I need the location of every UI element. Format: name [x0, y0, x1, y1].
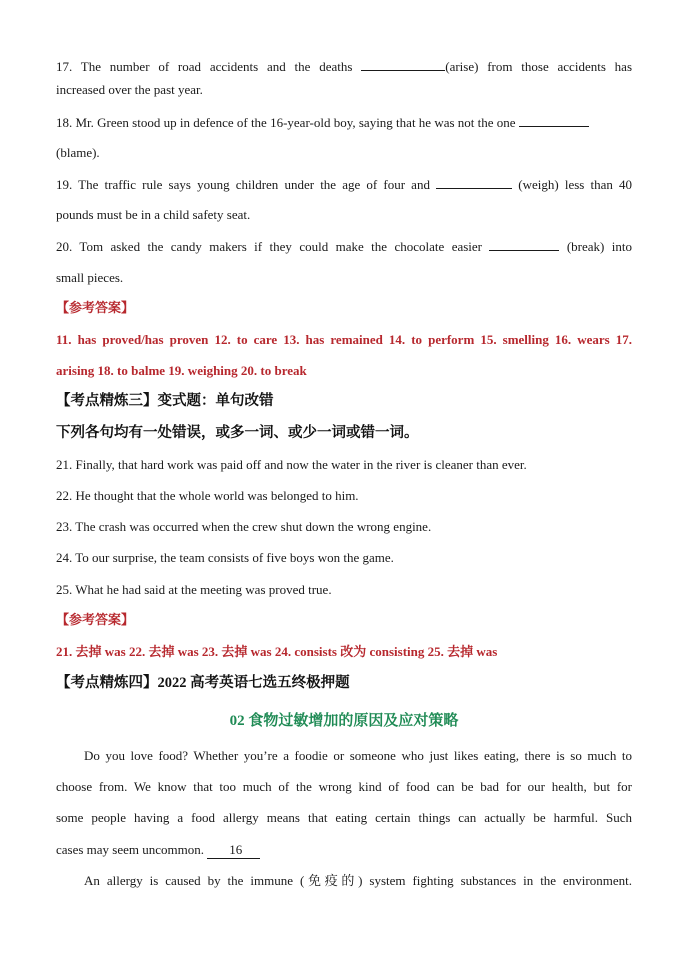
passage-line-4: cases may seem uncommon. 16 [56, 842, 632, 859]
section-3-heading: 【考点精炼三】变式题：单句改错 [56, 393, 274, 409]
answer-blank [519, 114, 589, 127]
answers-line-1: 11. has proved/has proven 12. to care 13. has remained 14. to perform 15. smelling 16. wears 17. [56, 332, 632, 347]
question-19-line-2: pounds must be in a child safety seat. [56, 207, 251, 222]
question-18-line-1: 18. Mr. Green stood up in defence of the 16-year-old boy, saying that he was not the one [56, 114, 632, 131]
question-20-line-2: small pieces. [56, 270, 124, 285]
question-17-line-1: 17. The number of road accidents and the deaths (arise) from those accidents has [56, 59, 633, 74]
sentence-24: 24. To our surprise, the team consists of five boys won the game. [56, 550, 394, 565]
section-3-instruction: 下列各句均有一处错误，或多一词、或少一词或错一词。 [56, 425, 419, 441]
blank-16: 16 [207, 842, 260, 859]
passage-line-3: some people having a food allergy means that eating certain things can actually be harmful. Such [56, 810, 632, 825]
question-20-line-1: 20. Tom asked the candy makers if they could make the chocolate easier (break) into [56, 239, 633, 254]
sentence-22: 22. He thought that the whole world was belonged to him. [56, 488, 359, 503]
question-19-line-1: 19. The traffic rule says young children under the age of four and (weigh) less than 40 [56, 177, 633, 192]
question-17-line-2: increased over the past year. [56, 82, 203, 97]
answer-label: 【参考答案】 [56, 300, 135, 315]
answer-blank [489, 238, 559, 251]
answer-blank [361, 58, 445, 71]
passage-title: 02 食物过敏增加的原因及应对策略 [229, 713, 459, 729]
passage-line-5: An allergy is caused by the immune (免疫的) system fighting substances in the environment. [84, 873, 632, 888]
answers-2: 21. 去掉 was 22. 去掉 was 23. 去掉 was 24. consists 改为 consisting 25. 去掉 was [56, 644, 498, 659]
answer-blank [436, 176, 512, 189]
passage-line-1: Do you love food? Whether you’re a foodie or someone who just likes eating, there is so much to [84, 748, 632, 763]
answer-label-2: 【参考答案】 [56, 612, 135, 627]
question-18-line-2: (blame). [56, 145, 100, 160]
section-4-heading: 【考点精炼四】2022 高考英语七选五终极押题 [56, 675, 350, 691]
sentence-21: 21. Finally, that hard work was paid off and now the water in the river is cleaner than ever. [56, 457, 527, 472]
sentence-25: 25. What he had said at the meeting was proved true. [56, 582, 332, 597]
sentence-23: 23. The crash was occurred when the crew shut down the wrong engine. [56, 519, 432, 534]
answers-line-2: arising 18. to balme 19. weighing 20. to break [56, 363, 307, 378]
passage-line-2: choose from. We know that too much of the wrong kind of food can be bad for our health, but for [56, 779, 632, 794]
